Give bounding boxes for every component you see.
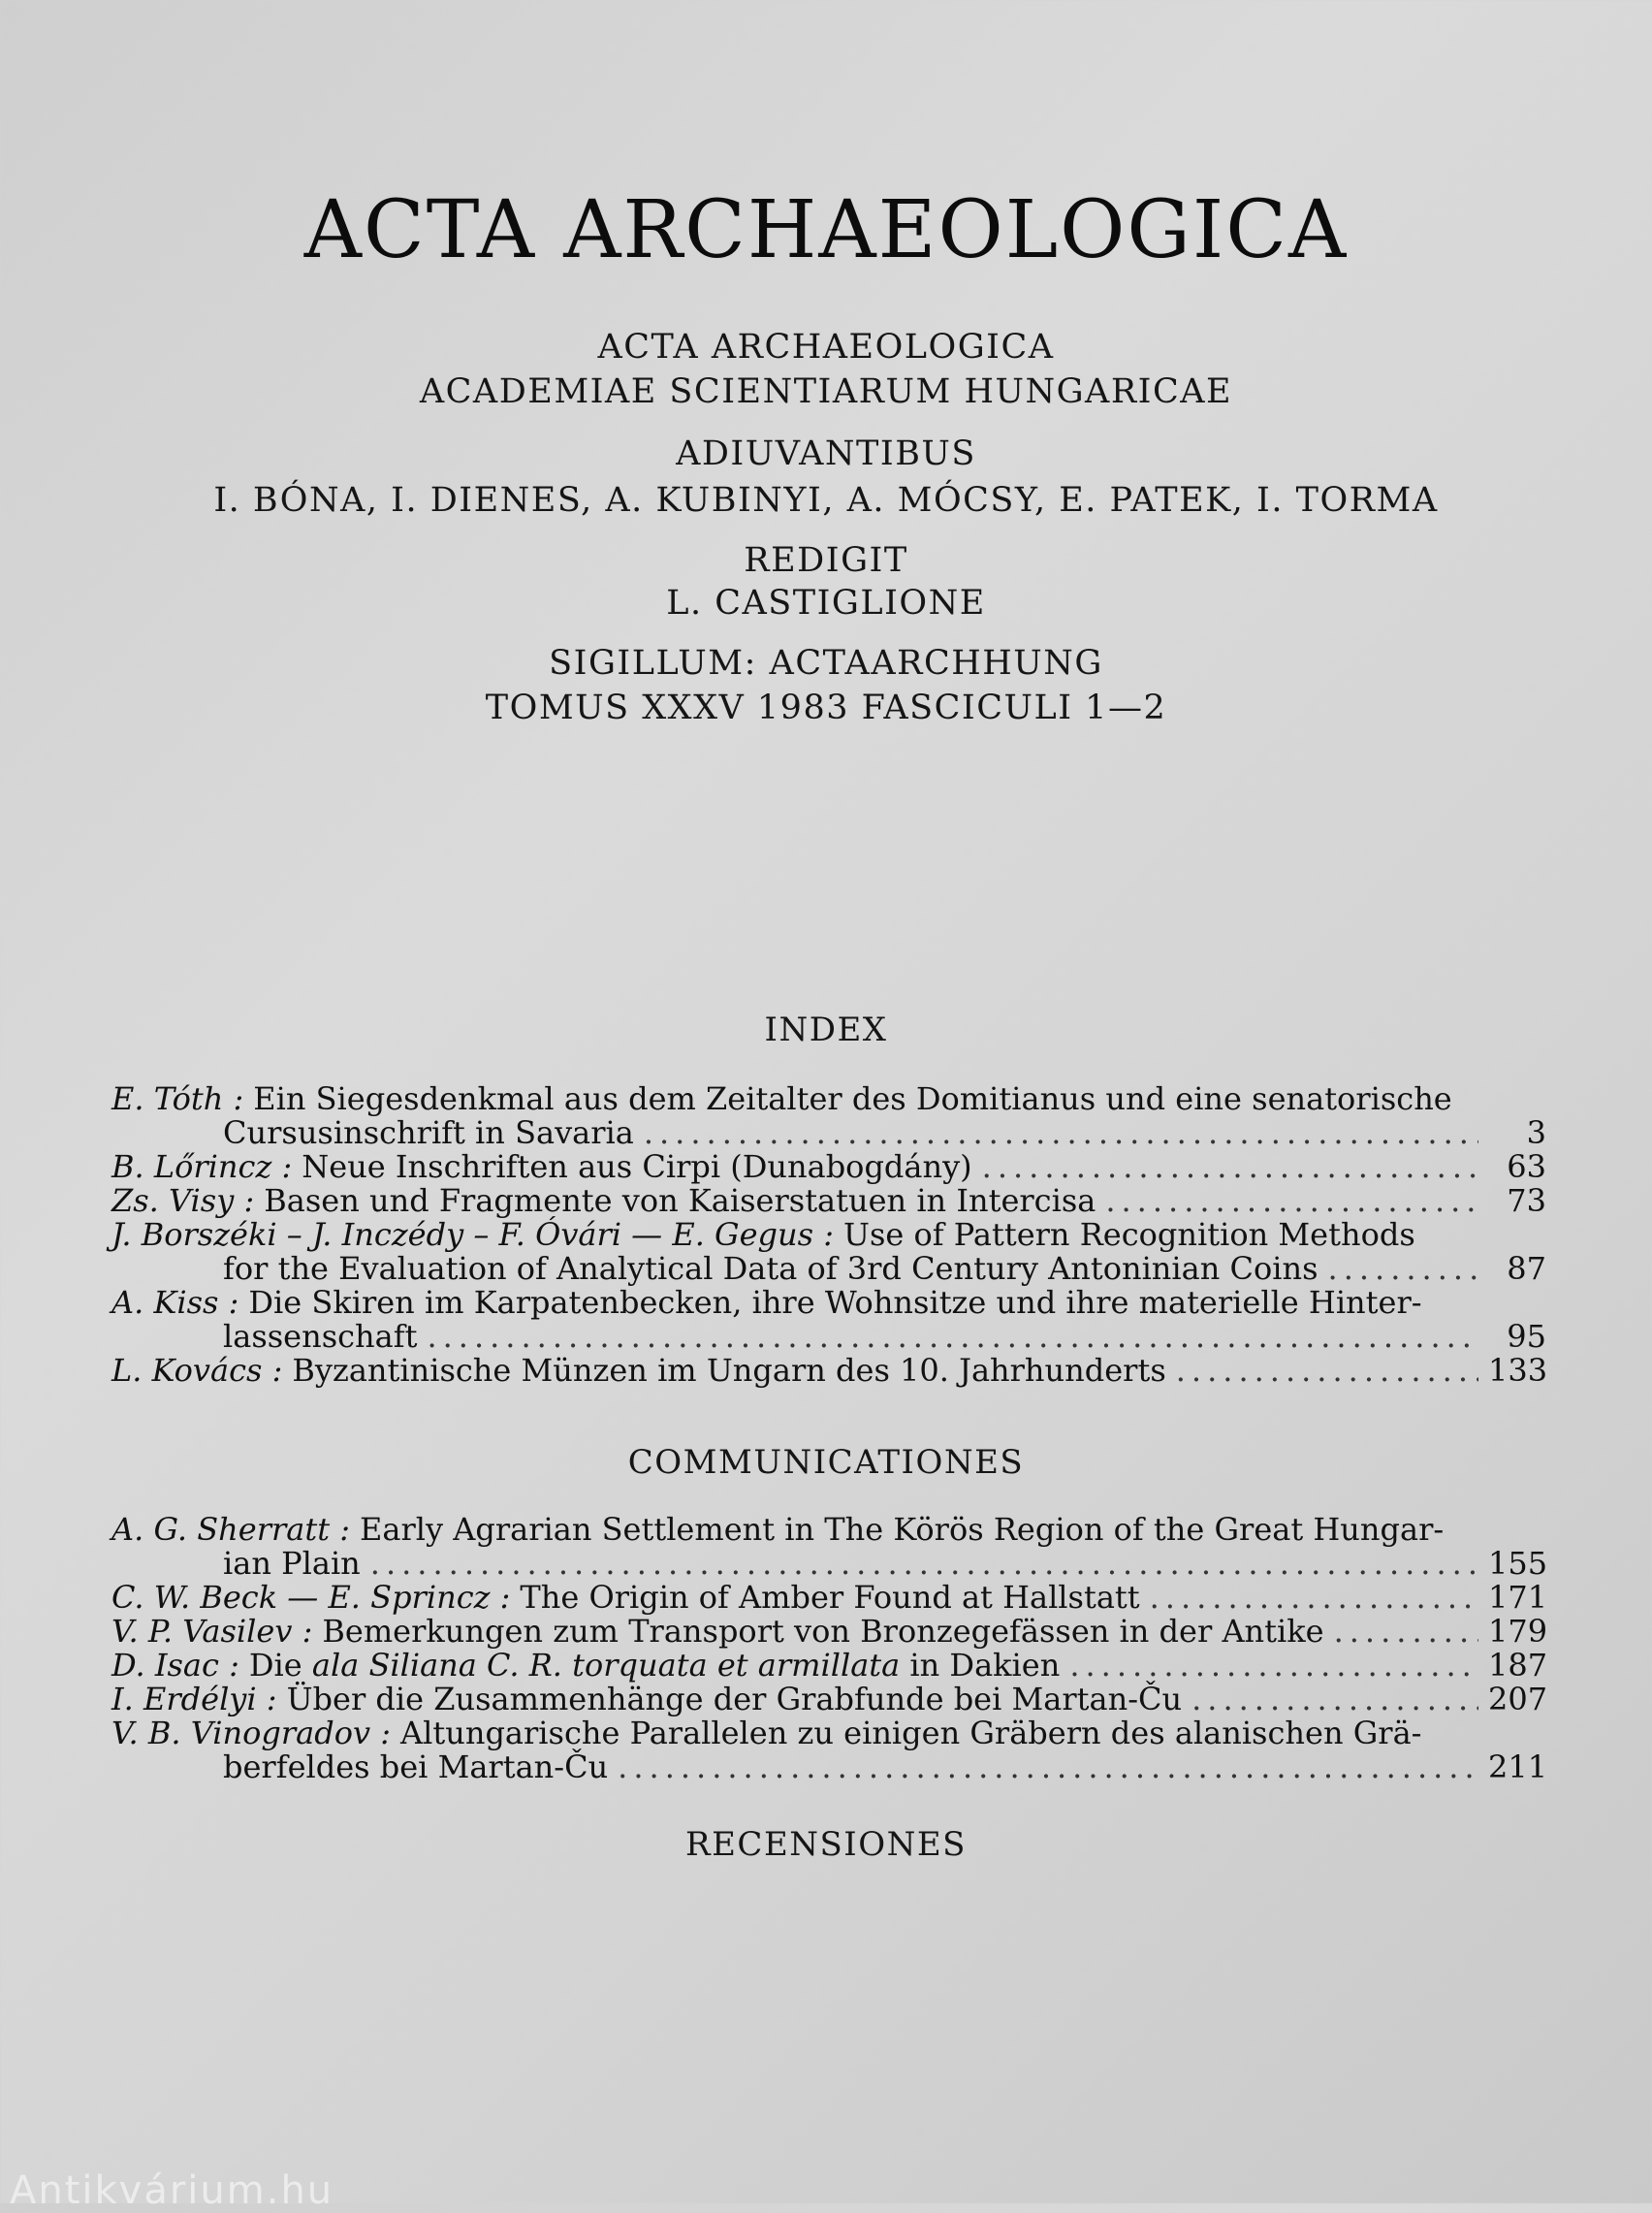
page-number: 63 xyxy=(1507,1148,1546,1185)
watermark: Antikvárium.hu xyxy=(10,2168,334,2213)
journal-name-line1: ACTA ARCHAEOLOGICA xyxy=(597,328,1055,367)
toc-entry-continuation xyxy=(111,1750,1546,1784)
page-number: 171 xyxy=(1488,1579,1548,1616)
page-number: 211 xyxy=(1488,1748,1548,1785)
entry-author: B. Lőrincz : xyxy=(111,1148,293,1185)
entry-author: E. Tóth : xyxy=(111,1080,244,1117)
page-number: 155 xyxy=(1488,1545,1548,1582)
entry-title-italic: ala Siliana C. R. torquata et armillata xyxy=(311,1647,901,1684)
dot-leader xyxy=(1105,1184,1478,1218)
index-heading: INDEX xyxy=(764,1010,888,1049)
entry-title-cont: Cursusinschrift in Savaria xyxy=(223,1114,634,1151)
entry-title: Die Skiren im Karpatenbecken, ihre Wohnsitze und ihre materielle Hinter- xyxy=(248,1284,1422,1321)
entry-title-cont: lassenschaft xyxy=(223,1318,418,1355)
entry-author: J. Borszéki – J. Inczédy – F. Óvári — E. Gegus : xyxy=(111,1216,835,1253)
dot-leader xyxy=(370,1547,1478,1581)
toc-entry xyxy=(111,1354,1546,1388)
toc-entry xyxy=(111,1082,1546,1116)
dot-leader xyxy=(1334,1615,1478,1649)
entry-title: The Origin of Amber Found at Hallstatt xyxy=(520,1579,1140,1616)
page-number: 87 xyxy=(1507,1250,1546,1287)
dot-leader xyxy=(644,1116,1478,1150)
entry-title: Ein Siegesdenkmal aus dem Zeitalter des Domitianus und eine senatorische xyxy=(253,1080,1452,1117)
dot-leader xyxy=(1150,1581,1478,1615)
entry-title-cont: berfeldes bei Martan-Ču xyxy=(223,1748,609,1785)
entry-title: Use of Pattern Recognition Methods xyxy=(843,1216,1415,1253)
dot-leader xyxy=(618,1750,1478,1784)
entry-author: D. Isac : xyxy=(111,1647,239,1684)
toc-entry xyxy=(111,1184,1546,1218)
entry-author: I. Erdélyi : xyxy=(111,1681,277,1717)
dot-leader xyxy=(1328,1252,1478,1286)
entry-title: Über die Zusammenhänge der Grabfunde bei Martan-Ču xyxy=(286,1681,1183,1717)
page-number: 207 xyxy=(1488,1681,1548,1717)
page-number: 95 xyxy=(1507,1318,1546,1355)
toc-entry xyxy=(111,1683,1546,1716)
entry-author: V. P. Vasilev : xyxy=(111,1613,313,1650)
entry-title-cont: ian Plain xyxy=(223,1545,361,1582)
sigillum-line: SIGILLUM: ACTAARCHHUNG xyxy=(549,644,1103,683)
toc-entry xyxy=(111,1286,1546,1320)
page-number: 187 xyxy=(1488,1647,1548,1684)
entry-title: Altungarische Parallelen zu einigen Gräbern des alanischen Grä- xyxy=(400,1715,1422,1751)
entry-author: L. Kovács : xyxy=(111,1352,283,1389)
entry-title-cont: for the Evaluation of Analytical Data of 3rd Century Antoninian Coins xyxy=(223,1250,1318,1287)
toc-entry xyxy=(111,1581,1546,1615)
toc-entry xyxy=(111,1649,1546,1683)
dot-leader xyxy=(427,1320,1478,1354)
toc-entry xyxy=(111,1150,1546,1184)
entry-author: V. B. Vinogradov : xyxy=(111,1715,392,1751)
toc-entry xyxy=(111,1513,1546,1547)
adiuvantibus-label: ADIUVANTIBUS xyxy=(676,434,976,473)
dot-leader xyxy=(982,1150,1478,1184)
toc-entry xyxy=(111,1716,1546,1750)
redigit-label: REDIGIT xyxy=(744,541,908,580)
journal-title: ACTA ARCHAEOLOGICA xyxy=(303,184,1349,276)
communicationes-list xyxy=(111,1513,1546,1784)
dot-leader xyxy=(1176,1354,1478,1388)
entry-title: Neue Inschriften aus Cirpi (Dunabogdány) xyxy=(302,1148,972,1185)
editors-list: I. BÓNA, I. DIENES, A. KUBINYI, A. MÓCSY, E. PATEK, I. TORMA xyxy=(213,481,1439,520)
page-number: 133 xyxy=(1488,1352,1548,1389)
page-number: 179 xyxy=(1488,1613,1548,1650)
recensiones-heading: RECENSIONES xyxy=(685,1825,967,1864)
entry-title: Basen und Fragmente von Kaiserstatuen in Intercisa xyxy=(264,1182,1096,1219)
tomus-line: TOMUS XXXV 1983 FASCICULI 1—2 xyxy=(485,689,1167,727)
toc-entry-continuation xyxy=(111,1320,1546,1354)
dot-leader xyxy=(1069,1649,1478,1683)
entry-title: Early Agrarian Settlement in The Körös Region of the Great Hungar- xyxy=(360,1511,1445,1548)
page-number: 73 xyxy=(1507,1182,1546,1219)
toc-entry-continuation xyxy=(111,1252,1546,1286)
communicationes-heading: COMMUNICATIONES xyxy=(627,1443,1025,1482)
entry-title: Bemerkungen zum Transport von Bronzegefässen in der Antike xyxy=(322,1613,1324,1650)
entry-author: Zs. Visy : xyxy=(111,1182,255,1219)
entry-author: A. G. Sherratt : xyxy=(111,1511,351,1548)
journal-name-line2: ACADEMIAE SCIENTIARUM HUNGARICAE xyxy=(419,372,1233,411)
toc-entry xyxy=(111,1218,1546,1252)
entry-title-part: in Dakien xyxy=(909,1647,1061,1684)
dot-leader xyxy=(1191,1683,1478,1716)
index-list xyxy=(111,1082,1546,1388)
toc-entry-continuation xyxy=(111,1116,1546,1150)
entry-title: Byzantinische Münzen im Ungarn des 10. Jahrhunderts xyxy=(292,1352,1166,1389)
page-number: 3 xyxy=(1526,1114,1546,1151)
toc-entry-continuation xyxy=(111,1547,1546,1581)
entry-author: A. Kiss : xyxy=(111,1284,239,1321)
chief-editor: L. CASTIGLIONE xyxy=(666,584,986,623)
entry-title-part: Die xyxy=(248,1647,302,1684)
entry-author: C. W. Beck — E. Sprincz : xyxy=(111,1579,511,1616)
toc-entry xyxy=(111,1615,1546,1649)
